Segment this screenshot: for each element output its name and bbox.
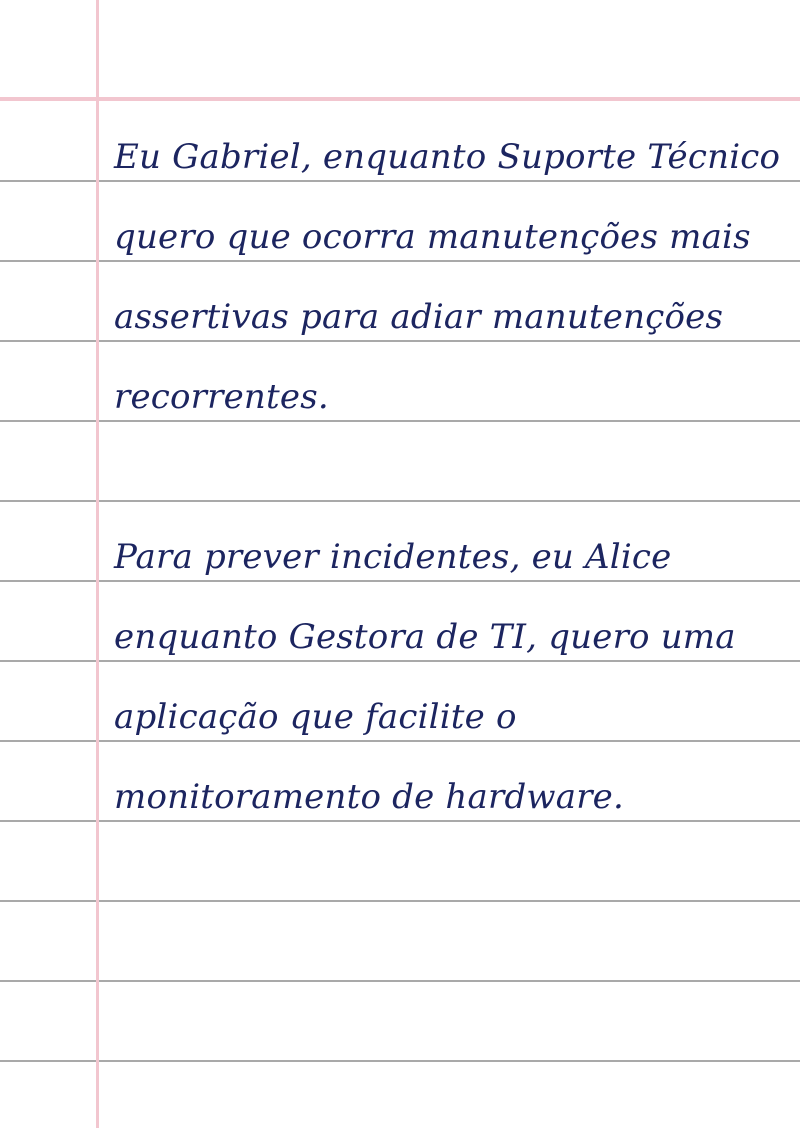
ruled-line — [0, 1060, 800, 1062]
note-text-line: aplicação que facilite o — [114, 697, 517, 737]
note-text-line: Para prever incidentes, eu Alice — [114, 537, 672, 577]
ruled-line — [0, 500, 800, 502]
note-text-line: recorrentes. — [114, 377, 329, 417]
ruled-line — [0, 900, 800, 902]
note-text-line: assertivas para adiar manutenções — [114, 297, 724, 337]
header-rule — [0, 97, 800, 101]
note-text-line: monitoramento de hardware. — [114, 777, 624, 817]
ruled-line — [0, 980, 800, 982]
margin-line — [96, 0, 99, 1128]
note-text-line: enquanto Gestora de TI, quero uma — [114, 617, 736, 657]
note-text-line: Eu Gabriel, enquanto Suporte Técnico — [114, 137, 781, 177]
note-text-line: quero que ocorra manutenções mais — [114, 217, 751, 257]
